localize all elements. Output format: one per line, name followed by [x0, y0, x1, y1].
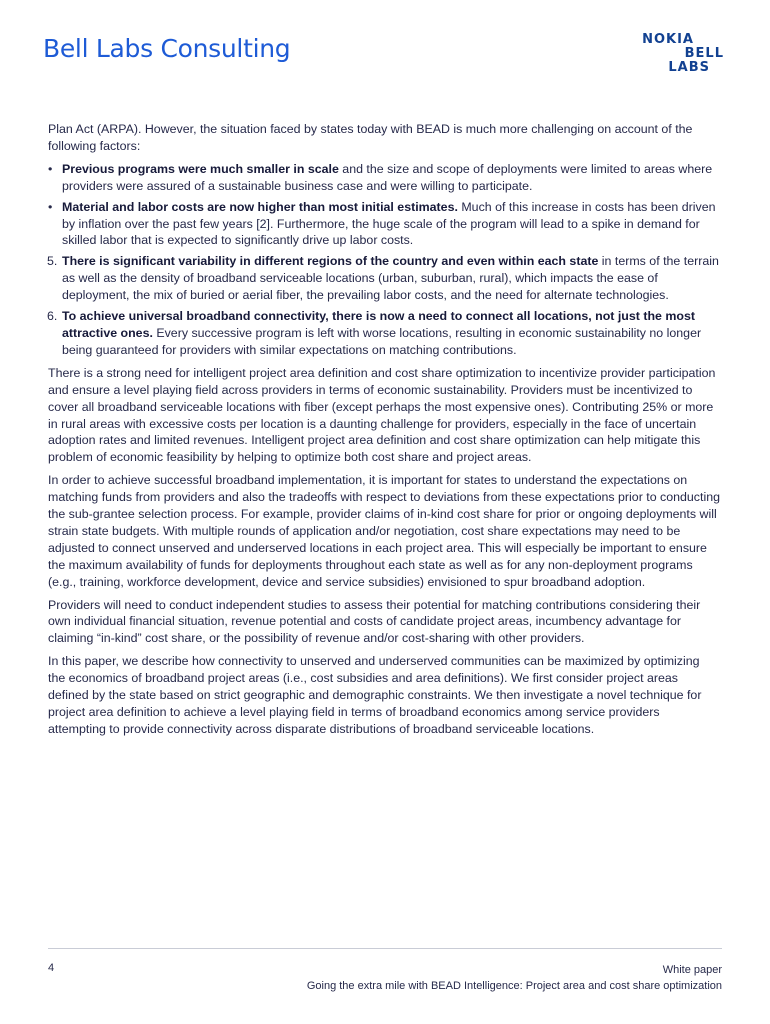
item-number: 6. — [47, 309, 58, 324]
page-body — [48, 121, 720, 744]
bullet-item — [48, 199, 720, 250]
brand-title: Bell Labs Consulting — [43, 34, 291, 63]
bullet-item — [48, 161, 720, 195]
numbered-item — [48, 308, 720, 359]
body-paragraph: There is a strong need for intelligent project area definition and cost share optimization to incentivize provider participation and ensure a level playing field across providers in terms of economic sustainability. Providers must be incentivized to cover all broadband serviceable locations with fiber (except perhaps the most expensive ones). Contributing 25% or more in rural areas with excessive costs per location is a daunting challenge for providers, especially in the face of uncertain adoption rates and limited revenues. Intelligent project area definition and cost share optimization can help mitigate this problem of economic feasibility by helping to optimize both cost share and project areas. — [48, 365, 716, 465]
body-paragraph: In order to achieve successful broadband implementation, it is important for states to understand the expectations on matching funds from providers and also the tradeoffs with respect to deviations from these expectations prior to conducting the sub-grantee selection process. For example, provider claims of in-kind cost share for prior or ongoing deployments will strain state budgets. With multiple rounds of application and/or negotiation, cost share expectations may need to be adjusted to connect unserved and underserved locations in each project area. This will especially be important to ensure the maximum availability of funds for deployments throughout each state as well as for any non-deployment programs (e.g., training, workforce development, device and service subsidies) envisioned to spur broadband adoption. — [48, 473, 720, 589]
numbered-text: Every successive program is left with worse locations, resulting in economic sustainability no longer being guaranteed for providers with similar expectations on matching contributions. — [62, 325, 702, 357]
bullet-text: Much of this increase in costs has been driven by inflation over the past few years [2]. Furthermore, the huge scale of the program will lead to a spike in demand for skilled labor that is expected to significantly drive up labor costs. — [62, 199, 716, 248]
footer-divider — [48, 948, 722, 949]
numbered-item — [48, 253, 720, 304]
bullet-bold-lead: Previous programs were much smaller in scale — [62, 161, 339, 176]
footer-doc-title: Going the extra mile with BEAD Intelligence: Project area and cost share optimization — [306, 980, 722, 992]
nokia-bell-labs-logo — [636, 33, 724, 75]
item-number: 5. — [47, 254, 58, 269]
numbered-text: in terms of the terrain as well as the density of broadband serviceable locations (urban, suburban, rural), which impacts the ease of deployment, the mix of buried or aerial fiber, the prevailing labor costs, and the need for alternate technologies. — [62, 254, 719, 303]
numbered-bold-lead: There is significant variability in different regions of the country and even within each state — [62, 254, 599, 269]
bullet-bold-lead: Material and labor costs are now higher than most initial estimates. — [62, 199, 458, 214]
footer-doc-info — [307, 962, 722, 994]
footer-doc-type: White paper — [662, 964, 722, 976]
logo-line-1: NOKIA — [642, 32, 694, 47]
body-paragraph: Providers will need to conduct independent studies to assess their potential for matching contributions considering their own individual financial situation, revenue potential and costs of candidate project areas, incumbency advantage for claiming “in-kind” cost share, or the possibility of revenue and/or cost-sharing with other providers. — [48, 597, 701, 646]
page-number: 4 — [48, 962, 55, 974]
logo-line-3: LABS — [668, 60, 710, 75]
body-paragraph: In this paper, we describe how connectivity to unserved and underserved communities can be maximized by optimizing the economics of broadband project areas (i.e., cost subsidies and area definitions). We first consider project areas defined by the state based on strict geographic and demographic constraints. We then investigate a novel technique for project area definition to achieve a level playing field in terms of broadband economics among service providers attempting to provide connectivity across disparate distributions of broadband serviceable locations. — [48, 654, 702, 736]
bullet-dot-icon: • — [48, 161, 53, 176]
intro-paragraph: Plan Act (ARPA). However, the situation faced by states today with BEAD is much more challenging on account of the following factors: — [48, 122, 693, 153]
bullet-dot-icon: • — [48, 199, 53, 214]
numbered-bold-lead: To achieve universal broadband connectivity, there is now a need to connect all locations, not just the most attractive ones. — [62, 309, 695, 340]
logo-line-2: BELL — [684, 46, 724, 61]
bullet-text: and the size and scope of deployments were limited to areas where providers were assured of a sustainable business case and were willing to participate. — [62, 161, 713, 193]
